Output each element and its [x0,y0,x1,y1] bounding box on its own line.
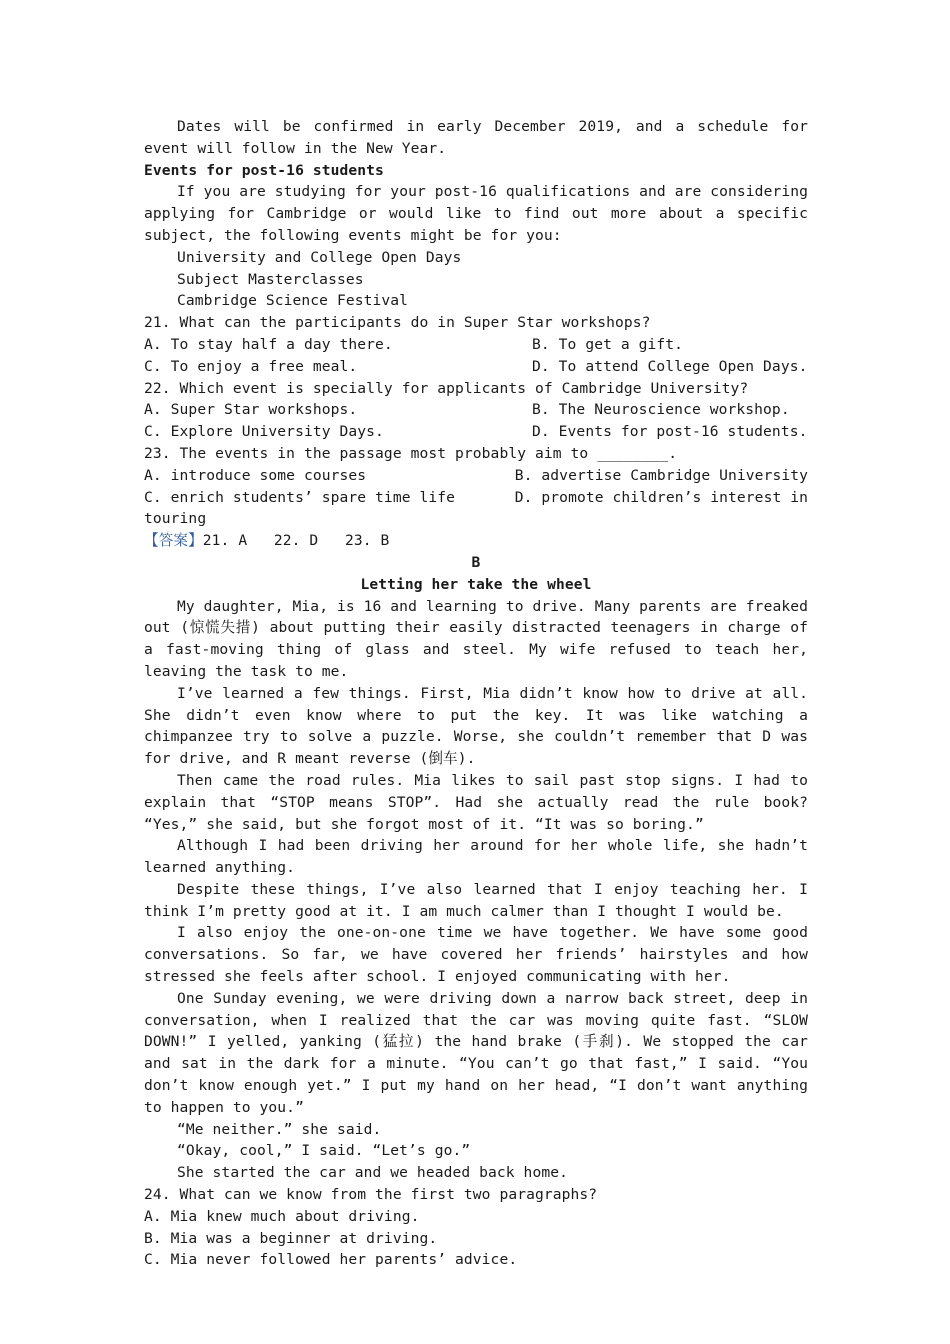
passage-paragraph: My daughter, Mia, is 16 and learning to drive. Many parents are freaked out (惊慌失措) about putting their easily distracted teenagers in charge of a fast-moving thing of glass and steel. My wife refused to teach her, leaving the task to me. [144,597,808,680]
option-c: C. Mia never followed her parents’ advice. [144,1251,518,1269]
option-b: B. The Neuroscience workshop. [532,401,790,419]
passage-paragraph: Although I had been driving her around for her whole life, she hadn’t learned anything. [144,837,808,877]
option-b: B. Mia was a beginner at driving. [144,1229,438,1247]
question-22-options-row-1 [144,399,808,421]
option-b: B. advertise Cambridge University [514,466,808,484]
passage-paragraph: I also enjoy the one-on-one time we have together. We have some good conversations. So far, we have covered her friends’ hairstyles and how stressed she feels after school. I enjoyed communicating with her. [144,924,808,986]
question-24-stem: 24. What can we know from the first two paragraphs? [144,1186,598,1204]
list-item: University and College Open Days [177,248,462,266]
answer-text: 21. A 22. D 23. B [202,532,390,550]
post16-text: If you are studying for your post-16 qualifications and are considering applying for Cambridge or would like to find out more about a specific subject, the following events might be for you: [144,183,808,244]
question-23-options-row-1 [144,465,808,487]
question-23-stem: 23. The events in the passage most probably aim to ________. [144,444,678,462]
passage-paragraph: “Okay, cool,” I said. “Let’s go.” [177,1142,471,1160]
option-c: C. To enjoy a free meal. [144,357,358,375]
intro-dates: Dates will be confirmed in early December 2019, and a schedule for event will follow in the New Year. [144,118,808,157]
question-22-stem: 22. Which event is specially for applicants of Cambridge University? [144,379,749,397]
question-23-options-row-2 [144,487,808,509]
list-item: Subject Masterclasses [177,270,364,288]
option-d-wrap: touring [144,510,207,528]
document-page [144,116,808,1271]
option-a: A. Super Star workshops. [144,401,358,419]
option-d: D. Events for post-16 students. [532,423,808,441]
passage-paragraph: Despite these things, I’ve also learned that I enjoy teaching her. I think I’m pretty good at it. I am much calmer than I thought I would be. [144,880,808,920]
question-22-options-row-2 [144,421,808,443]
passage-paragraph: She started the car and we headed back home. [177,1164,568,1182]
passage-title: Letting her take the wheel [360,575,592,593]
passage-paragraph: “Me neither.” she said. [177,1120,382,1138]
answer-key [144,530,808,552]
section-label-b: B [471,553,481,571]
option-d: D. promote children’s interest in [514,488,808,506]
passage-paragraph: I’ve learned a few things. First, Mia didn’t know how to drive at all. She didn’t even know where to put the key. It was like watching a chimpanzee try to solve a puzzle. Worse, she couldn’t remember that D was for drive, and R meant reverse (倒车). [144,684,808,768]
question-21-options-row-2 [144,356,808,378]
option-c: C. enrich students’ spare time life [144,488,456,506]
list-item: Cambridge Science Festival [177,292,409,310]
question-21-options-row-1 [144,334,808,356]
question-21-stem: 21. What can the participants do in Super Star workshops? [144,314,651,332]
option-b: B. To get a gift. [532,335,684,353]
answer-tag: 【答案】 [144,532,203,550]
passage-paragraph: Then came the road rules. Mia likes to sail past stop signs. I had to explain that “STOP means STOP”. Had she actually read the rule book? “Yes,” she said, but she forgot most of it. “It was so boring.” [144,771,808,833]
option-a: A. introduce some courses [144,466,367,484]
option-d: D. To attend College Open Days. [532,357,808,375]
section-heading-post16: Events for post-16 students [144,161,384,179]
option-c: C. Explore University Days. [144,423,384,441]
option-a: A. Mia knew much about driving. [144,1207,420,1225]
passage-paragraph: One Sunday evening, we were driving down a narrow back street, deep in conversation, when I realized that the car was moving quite fast. “SLOW DOWN!” I yelled, yanking (猛拉) the hand brake (手刹). We stopped the car and sat in the dark for a minute. “You can’t go that fast,” I said. “You don’t know enough yet.” I put my hand on her head, “I don’t want anything to happen to you.” [144,989,808,1116]
option-a: A. To stay half a day there. [144,335,393,353]
